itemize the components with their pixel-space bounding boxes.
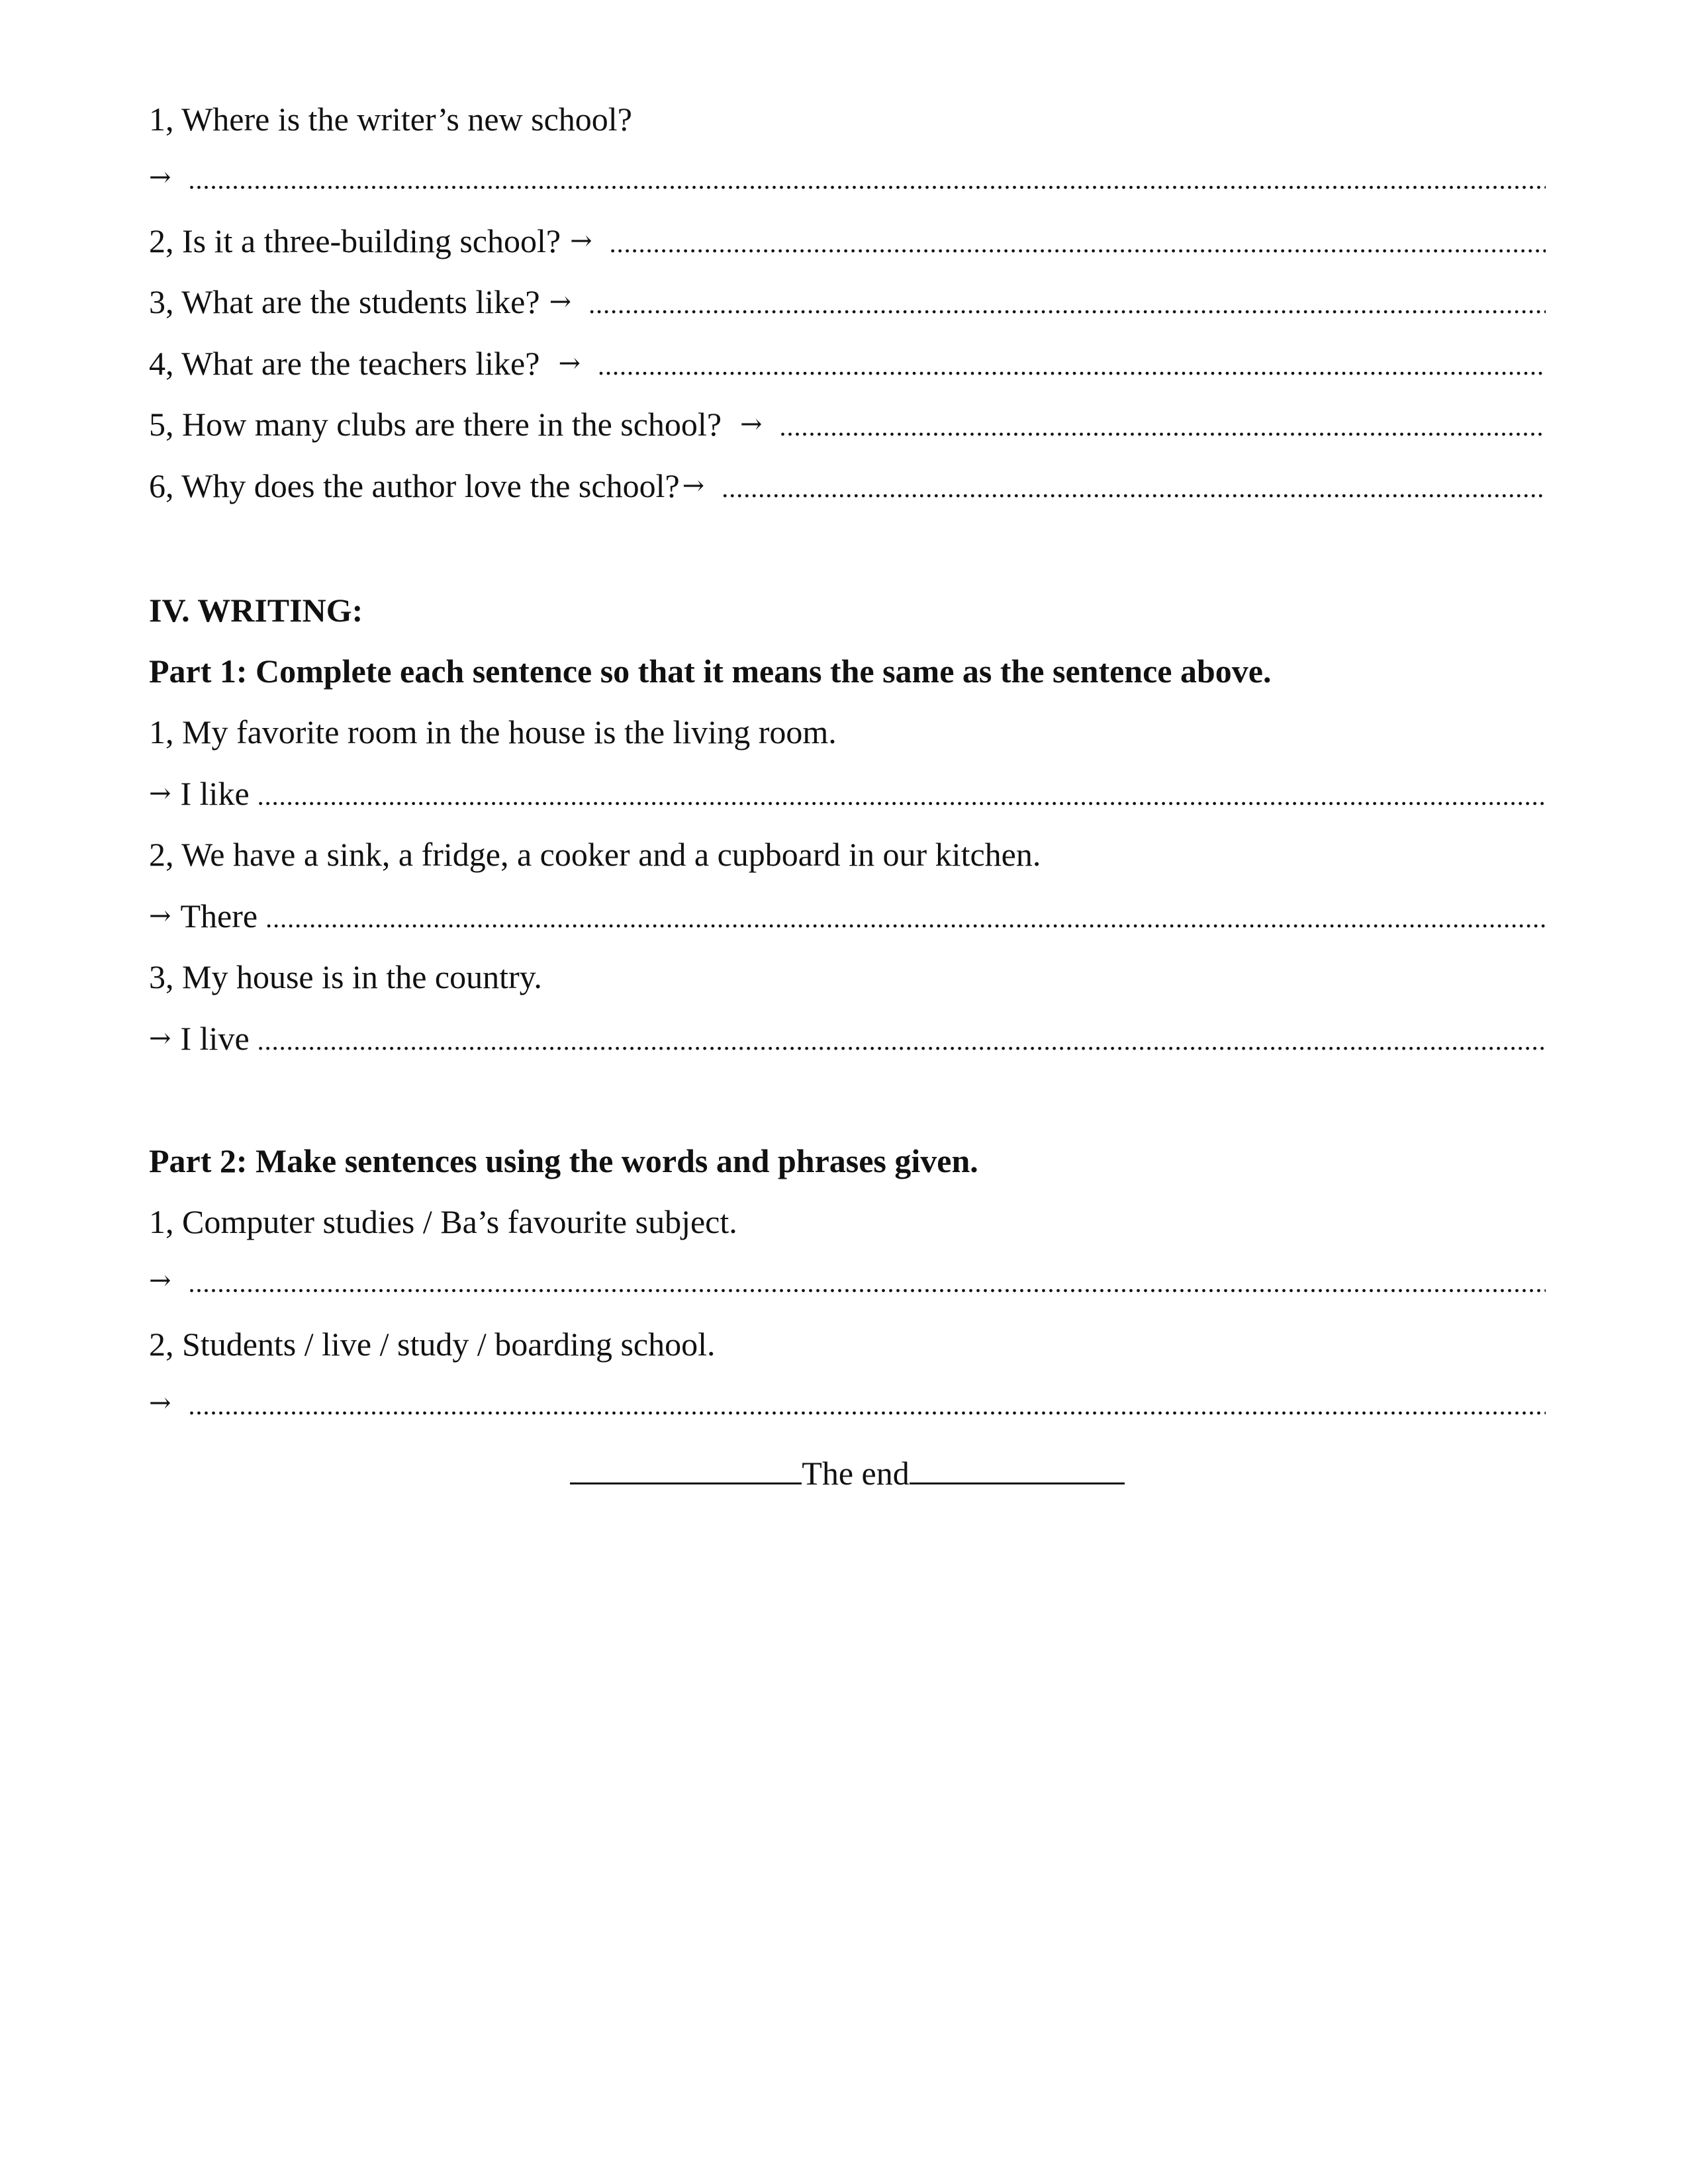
part1-answer-1[interactable] [149,772,1546,815]
arrow-icon: → [149,162,171,193]
dotted-answer-line[interactable] [189,1262,1546,1304]
part1-sentence-3: 3, My house is in the country. [149,958,542,995]
part2-prompt-1: 1, Computer studies / Ba’s favourite subject. [149,1203,737,1240]
arrow-icon: → [149,901,171,931]
question-6[interactable] [149,465,1546,507]
section-heading-writing: IV. WRITING: [149,592,363,629]
underline-right [910,1449,1125,1484]
part1-instruction: Part 1: Complete each sentence so that it means the same as the sentence above. [149,653,1272,690]
dotted-answer-line[interactable] [588,283,1546,326]
arrow-icon: → [549,287,572,317]
dotted-answer-line[interactable] [780,406,1546,448]
dotted-answer-line[interactable] [189,159,1546,201]
arrow-icon: → [558,348,581,379]
part1-answer-2[interactable] [149,895,1546,937]
answer-line-1[interactable] [149,159,1546,201]
part1-sentence-1: 1, My favorite room in the house is the living room. [149,713,837,751]
dotted-answer-line[interactable] [189,1385,1546,1427]
question-1 [149,98,1546,140]
underline-left [570,1449,802,1484]
arrow-icon: → [740,409,763,439]
dotted-answer-line[interactable] [258,775,1546,817]
dotted-answer-line[interactable] [722,467,1546,510]
question-3[interactable] [149,281,1546,323]
question-text: 6, Why does the author love the school? [149,467,680,504]
the-end-footer [149,1449,1546,1492]
dotted-answer-line[interactable] [258,1020,1546,1062]
part1-sentence-2: 2, We have a sink, a fridge, a cooker and a cupboard in our kitchen. [149,836,1041,873]
arrow-icon: → [570,226,592,256]
question-4[interactable] [149,342,1546,385]
part1-answer-3[interactable] [149,1017,1546,1060]
arrow-icon: → [149,1265,171,1296]
answer-start: I live [180,1020,250,1057]
arrow-icon: → [149,778,171,809]
part2-prompt-2: 2, Students / live / study / boarding school. [149,1326,716,1363]
arrow-icon: → [682,471,705,501]
question-5[interactable] [149,403,1546,445]
worksheet-page [149,0,1546,2184]
dotted-answer-line[interactable] [265,897,1546,940]
question-text: 1, Where is the writer’s new school? [149,101,632,138]
arrow-icon: → [149,1388,171,1418]
answer-start: There [180,897,258,934]
end-text: The end [802,1455,910,1492]
question-text: 5, How many clubs are there in the school? [149,406,722,443]
question-2[interactable] [149,220,1546,262]
part2-answer-1[interactable] [149,1262,1546,1304]
answer-start: I like [180,775,250,812]
question-text: 3, What are the students like? [149,283,540,320]
part2-instruction: Part 2: Make sentences using the words and phrases given. [149,1142,978,1179]
part2-answer-2[interactable] [149,1385,1546,1427]
dotted-answer-line[interactable] [598,345,1546,387]
arrow-icon: → [149,1023,171,1054]
question-text: 2, Is it a three-building school? [149,222,561,259]
question-text: 4, What are the teachers like? [149,345,540,382]
dotted-answer-line[interactable] [610,222,1546,265]
